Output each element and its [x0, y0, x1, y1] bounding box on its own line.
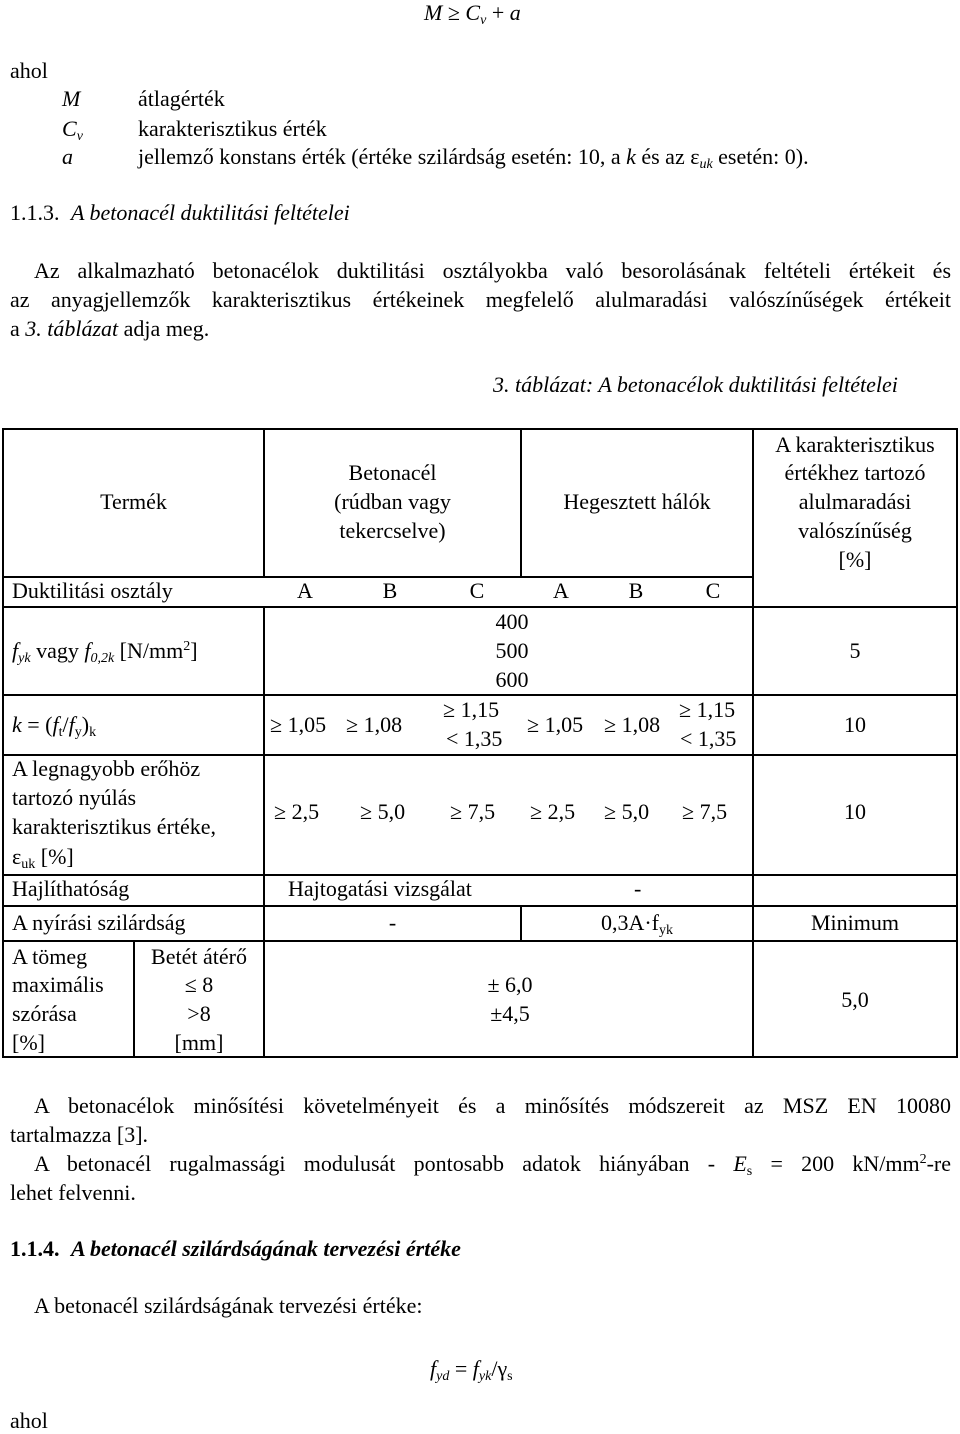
def-sym-C-sub: v — [76, 129, 83, 144]
def-a-pre: jellemző konstans érték (értéke szilárdság esetén: 10, a — [138, 144, 627, 169]
para3-pre: A betonacél rugalmassági modulusát pontosabb adatok hiányában - — [34, 1151, 734, 1176]
k-value-mesh-a: ≥ 1,05 — [527, 712, 584, 737]
mass-value-2: ±4,5 — [490, 1001, 530, 1026]
shear-label: A nyírási szilárdság — [12, 910, 186, 935]
para3-es-sub: s — [746, 1164, 753, 1179]
formula-geq: ≥ — [447, 0, 460, 25]
def-sym-M: M — [62, 86, 81, 111]
mass-label-2: maximális — [12, 972, 104, 997]
mass-dia-1: Betét átérő — [151, 944, 247, 969]
mass-label-3: szórása — [12, 1001, 77, 1026]
ahol-label: ahol — [10, 58, 48, 83]
row-fyk-label — [12, 638, 198, 664]
th-mesh: Hegesztett hálók — [563, 489, 711, 514]
para1-table-ref: 3. táblázat — [25, 316, 119, 341]
fyk-value-500: 500 — [495, 638, 529, 663]
k-k: k — [12, 712, 22, 737]
section-114-heading — [10, 1236, 461, 1262]
shear-mesh-sub: yk — [659, 923, 674, 938]
para2-line2: tartalmazza [3]. — [10, 1122, 149, 1147]
def-a-mid: és az ε — [635, 144, 700, 169]
shear-bar: - — [388, 910, 397, 935]
para1-line3 — [10, 316, 209, 342]
fyk-f-sub: yk — [18, 651, 31, 666]
row-class-label: Duktilitási osztály — [12, 578, 173, 603]
section-114-number: 1.1.4. — [10, 1236, 60, 1261]
fyd-eq: = — [449, 1356, 473, 1381]
table-rule-elong-bottom — [2, 874, 958, 876]
th-prob-4: valószínűség — [798, 518, 912, 543]
k-ft: f — [52, 712, 59, 737]
para1-line3-post: adja meg. — [118, 316, 210, 341]
formula-C: C — [465, 0, 481, 25]
table-border-bottom — [2, 1056, 958, 1058]
k-prob: 10 — [844, 712, 866, 737]
row-k-label — [12, 712, 96, 738]
table-col-mass — [263, 940, 265, 1058]
bend-bar: Hajtogatási vizsgálat — [288, 876, 472, 901]
th-prob-5: [%] — [838, 547, 872, 572]
th-bar-1: Betonacél — [348, 460, 437, 485]
para1-line3-pre: a — [10, 316, 26, 341]
para3-post: = 200 kN/mm — [752, 1151, 920, 1176]
class-bar-a: A — [297, 578, 313, 603]
section-113-heading — [10, 200, 350, 226]
table-rule-fyk-bottom — [2, 694, 958, 696]
para4: A betonacél szilárdságának tervezési értéke: — [34, 1293, 423, 1318]
k-close: ) — [81, 712, 90, 737]
formula-M: M — [424, 0, 443, 25]
shear-mesh-value: 0,3A·f — [600, 910, 660, 935]
def-a-post: esetén: 0). — [712, 144, 809, 169]
para3-line1 — [34, 1151, 951, 1177]
k-value-bar-b: ≥ 1,08 — [346, 712, 403, 737]
def-sym-a: a — [62, 144, 73, 169]
class-bar-b: B — [382, 578, 398, 603]
k-value-bar-c-max: < 1,35 — [446, 726, 503, 751]
section-113-number: 1.1.3. — [10, 200, 60, 225]
table-col-label — [263, 606, 265, 940]
shear-prob: Minimum — [810, 910, 899, 935]
table-rule-bend-bottom — [2, 905, 958, 907]
k-value-bar-c-min: ≥ 1,15 — [443, 697, 500, 722]
formula-fyd — [430, 1356, 513, 1382]
bend-label: Hajlíthatóság — [12, 876, 130, 901]
def-a-eps-sub: uk — [699, 157, 713, 172]
formula-a: a — [509, 0, 521, 25]
fyd-f2: f — [472, 1356, 479, 1381]
th-prob-2: értékhez tartozó — [784, 460, 926, 485]
th-bar-2: (rúdban vagy — [334, 489, 451, 514]
def-text-M: átlagérték — [138, 86, 225, 111]
elong-value-mesh-c: ≥ 7,5 — [682, 799, 728, 824]
elong-value-mesh-a: ≥ 2,5 — [530, 799, 576, 824]
elong-label-3: karakterisztikus értéke, — [12, 814, 217, 839]
formula-C-sub: v — [480, 13, 487, 28]
th-product: Termék — [100, 489, 167, 514]
k-fy: f — [68, 712, 75, 737]
table-rule-classes-bottom — [2, 606, 958, 608]
mass-prob: 5,0 — [841, 987, 869, 1012]
table-border-top — [2, 428, 958, 430]
elong-value-mesh-b: ≥ 5,0 — [604, 799, 650, 824]
mass-label-1: A tömeg — [12, 944, 88, 969]
para2-line1: A betonacélok minősítési követelményeit és a minősítés módszereit az MSZ EN 10080 — [34, 1093, 951, 1118]
th-bar-3: tekercselve) — [339, 518, 446, 543]
fyk-value-400: 400 — [495, 609, 529, 634]
th-prob-1: A karakterisztikus — [775, 432, 935, 457]
table-border-left — [2, 428, 4, 1058]
shear-mesh — [522, 910, 752, 936]
mass-dia-3: >8 — [187, 1001, 211, 1026]
elong-eps-sub: uk — [21, 857, 36, 872]
elong-label-2: tartozó nyúlás — [12, 785, 137, 810]
fyk-prob: 5 — [849, 638, 861, 663]
def-sym-C: C — [62, 116, 77, 141]
section-113-title: A betonacél duktilitási feltételei — [71, 200, 350, 225]
class-mesh-c: C — [705, 578, 721, 603]
fyk-unit-sup: 2 — [183, 639, 191, 654]
mass-value-1: ± 6,0 — [487, 972, 533, 997]
elong-value-bar-b: ≥ 5,0 — [360, 799, 406, 824]
mass-dia-4: [mm] — [174, 1030, 224, 1055]
para3-end: -re — [926, 1151, 951, 1176]
k-value-mesh-c-max: < 1,35 — [680, 726, 737, 751]
fyk-f2: f — [84, 638, 91, 663]
fyd-slash-gamma: /γ — [491, 1356, 508, 1381]
para3-line2: lehet felvenni. — [10, 1180, 136, 1205]
k-k-sub: k — [89, 725, 97, 740]
k-value-mesh-b: ≥ 1,08 — [604, 712, 661, 737]
bend-mesh: - — [634, 876, 642, 901]
mass-label-4: [%] — [12, 1030, 45, 1055]
k-value-mesh-c-min: ≥ 1,15 — [679, 697, 736, 722]
def-text-Cv: karakterisztikus érték — [138, 116, 327, 141]
para3-sup: 2 — [919, 1152, 927, 1167]
mass-dia-2: ≤ 8 — [184, 972, 214, 997]
fyd-f2-sub: yk — [478, 1369, 492, 1384]
k-slash: / — [62, 712, 69, 737]
def-sym-Cv — [62, 116, 83, 142]
formula-top — [424, 0, 521, 26]
elong-label-4 — [12, 844, 74, 870]
elong-label-1: A legnagyobb erőhöz — [12, 756, 201, 781]
elong-eps: ε — [12, 844, 22, 869]
k-ft-sub: t — [58, 725, 63, 740]
table-caption: 3. táblázat: A betonacélok duktilitási feltételei — [493, 372, 898, 397]
elong-prob: 10 — [844, 799, 866, 824]
k-fy-sub: y — [74, 725, 82, 740]
class-bar-c: C — [469, 578, 485, 603]
fyk-f2-sub: 0,2k — [90, 651, 115, 666]
fyd-gamma-sub: s — [507, 1369, 513, 1384]
para3-es: E — [733, 1151, 747, 1176]
para1-line2: az anyagjellemzők karakterisztikus értékeinek megfelelő alulmaradási valószínűségek értékeit — [10, 287, 951, 312]
ahol-label-2: ahol — [10, 1408, 48, 1433]
fyd-f-sub: yd — [436, 1369, 450, 1384]
fyk-unit-end: ] — [190, 638, 198, 663]
elong-value-bar-a: ≥ 2,5 — [274, 799, 320, 824]
fyk-f: f — [12, 638, 19, 663]
elong-value-bar-c: ≥ 7,5 — [450, 799, 496, 824]
th-prob-3: alulmaradási — [798, 489, 912, 514]
elong-unit: [%] — [35, 844, 74, 869]
k-value-bar-a: ≥ 1,05 — [270, 712, 327, 737]
class-mesh-b: B — [628, 578, 644, 603]
def-text-a — [138, 144, 809, 170]
fyk-unit: [N/mm — [114, 638, 184, 663]
formula-plus: + — [491, 0, 505, 25]
fyd-f: f — [430, 1356, 437, 1381]
fyk-value-600: 600 — [495, 667, 529, 692]
k-eq: = ( — [21, 712, 53, 737]
para1-line1: Az alkalmazható betonacélok duktilitási osztályokba való besorolásának feltételi értékeit és — [34, 258, 951, 283]
section-114-title: A betonacél szilárdságának tervezési értéke — [71, 1236, 461, 1261]
def-a-k: k — [626, 144, 636, 169]
table-rule-shear-bottom — [2, 940, 958, 942]
table-border-right — [956, 428, 958, 1058]
fyk-mid: vagy — [30, 638, 85, 663]
class-mesh-a: A — [553, 578, 569, 603]
